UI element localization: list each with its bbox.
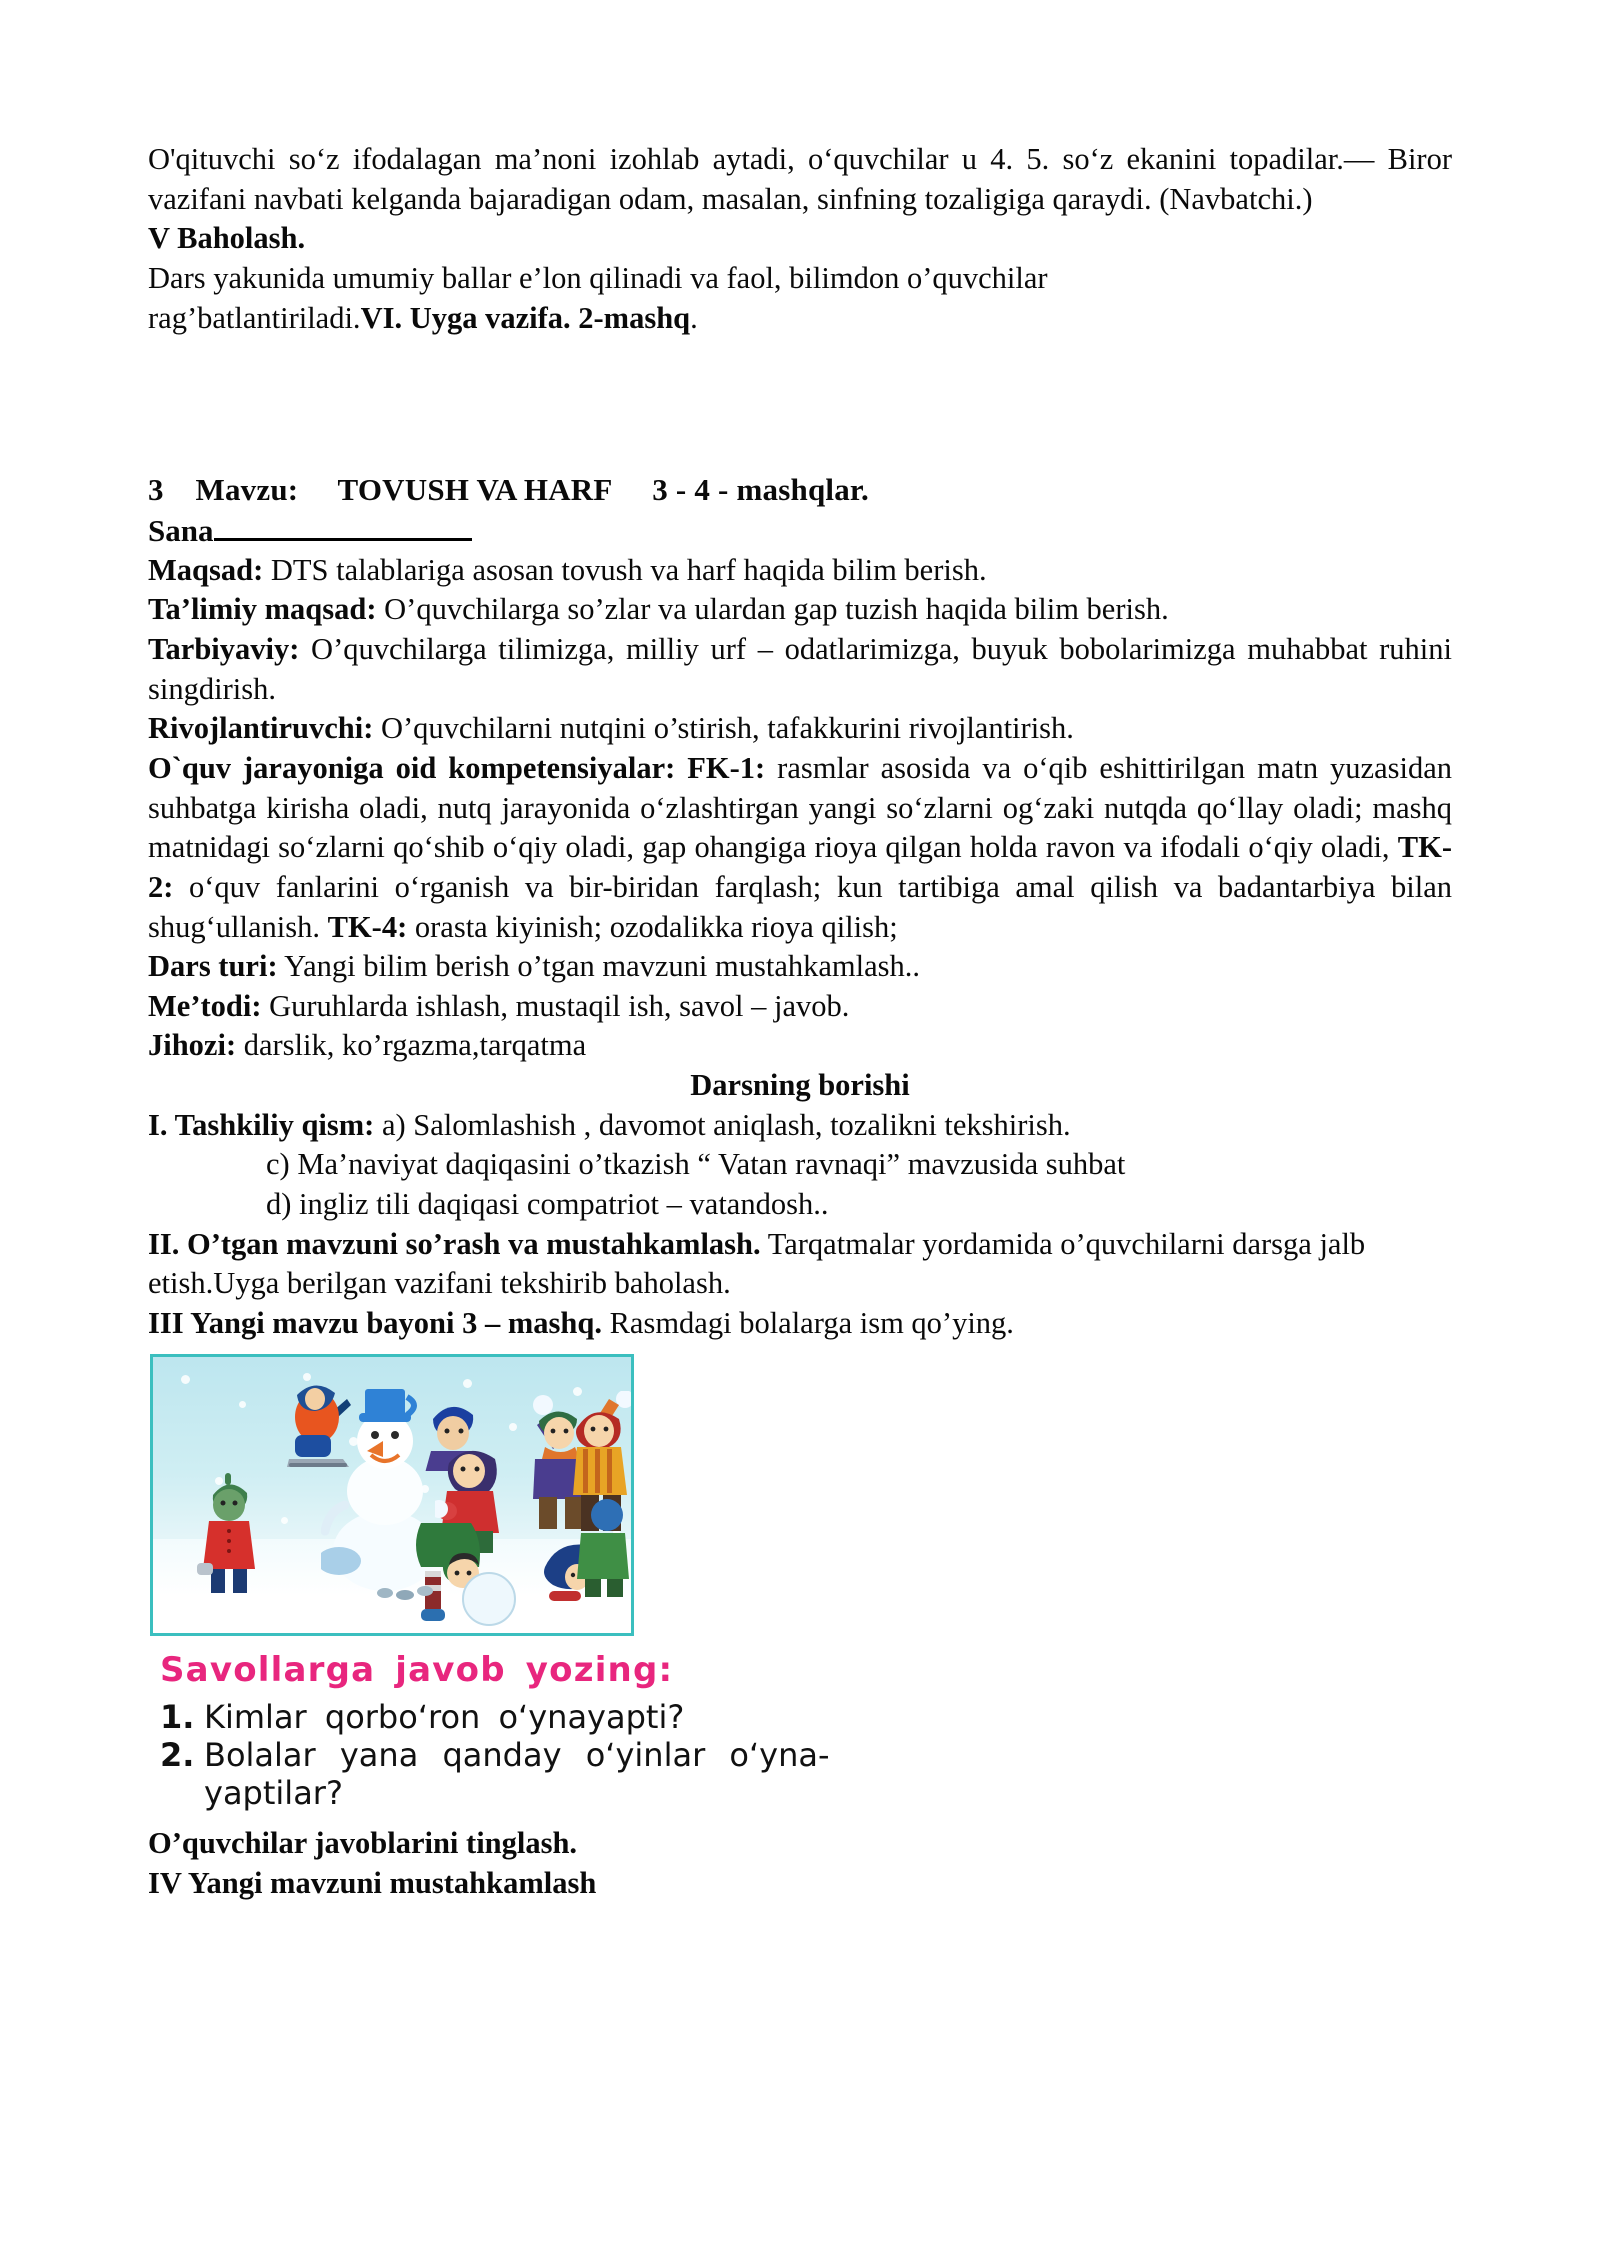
child-in-red-coat	[191, 1469, 267, 1597]
snow-clumps	[375, 1581, 439, 1603]
snowflake-icon	[463, 1379, 472, 1388]
question-text: Kimlar qorbo‘ron o‘ynayapti?	[204, 1697, 685, 1736]
metodi-text: Guruhlarda ishlash, mustaqil ish, savol – javob.	[261, 988, 850, 1023]
dars-turi-line	[148, 947, 1452, 987]
winter-scene-illustration	[150, 1354, 634, 1636]
snowflake-icon	[239, 1401, 246, 1408]
document-content	[148, 140, 1452, 1903]
talimiy-text: O’quvchilarga so’zlar va ulardan gap tuzish haqida bilim berish.	[376, 592, 1169, 627]
baholash-line-1: Dars yakunida umumiy ballar e’lon qilinadi va faol, bilimdon o’quvchilar	[148, 260, 1048, 295]
baholash-line-2	[148, 299, 1452, 339]
snowflake-icon	[509, 1423, 517, 1431]
document-footer	[148, 1823, 1452, 1904]
jihozi-label: Jihozi:	[148, 1028, 237, 1063]
fk1-text: rasmlar asosida va o‘qib eshittirilgan matn yuzasidan suhbatga kirisha oladi, nutq jarayonida o‘zlashtirgan yangi so‘zlarni og‘zaki nutqda qo‘llay oladi; mashq matnidagi so‘zlarni qo‘shib o‘qiy oladi, gap ohangiga rioya qilgan holda ravon va ifodali o‘qiy oladi,	[148, 751, 1452, 865]
tk4-text: orasta kiyinish; ozodalikka rioya qilish;	[407, 909, 898, 944]
part3-line	[148, 1304, 1452, 1344]
baholash-line-2-end: .	[690, 300, 698, 335]
maqsad-line	[148, 551, 1452, 591]
part2-paragraph	[148, 1225, 1452, 1304]
sana-label: Sana	[148, 512, 214, 548]
question-text: Bolalar yana qanday o‘yinlar o‘yna-	[204, 1736, 830, 1774]
part1-item-d: d) ingliz tili daqiqasi compatriot – vatandosh..	[266, 1187, 829, 1222]
talimiy-line	[148, 590, 1452, 630]
darsning-borishi-text: Darsning borishi	[690, 1068, 910, 1103]
uyga-vazifa-bold: VI. Uyga vazifa. 2-mashq	[360, 300, 691, 335]
talimiy-label: Ta’limiy maqsad:	[148, 592, 377, 627]
sana-blank-rule[interactable]	[214, 514, 472, 540]
part2-label: II. O’tgan mavzuni so’rash va mustahkamlash.	[148, 1226, 761, 1261]
rivojlantiruvchi-line	[148, 709, 1452, 749]
tarbiyaviy-text: O’quvchilarga tilimizga, milliy urf – odatlarimizga, buyuk bobolarimizga muhabbat ruhini singdirish.	[148, 632, 1452, 706]
snowflake-icon	[181, 1375, 190, 1384]
maqsad-label: Maqsad:	[148, 552, 264, 587]
metodi-label: Me’todi:	[148, 988, 262, 1023]
exercise-pink-heading: Savollarga javob yozing:	[160, 1649, 674, 1690]
mavzu-label: Mavzu:	[195, 472, 299, 508]
rivojlantiruvchi-label: Rivojlantiruvchi:	[148, 711, 374, 746]
mavzu-exercises: 3 - 4 - mashqlar.	[652, 472, 869, 508]
part3-text: Rasmdagi bolalarga ism qo’ying.	[601, 1305, 1014, 1340]
tk2-text: o‘quv fanlarini o‘rganish va bir-biridan farqlash; kun tartibiga amal qilish va badantarbiya bilan shug‘ullanish.	[148, 869, 1452, 944]
section-spacer	[148, 338, 1452, 470]
child-rolling-snowball	[403, 1505, 519, 1627]
part3-label: III Yangi mavzu bayoni 3 – mashq.	[148, 1305, 602, 1340]
dars-turi-label: Dars turi:	[148, 949, 278, 984]
darsning-borishi-heading	[148, 1066, 1452, 1106]
jihozi-text: darslik, ko’rgazma,tarqatma	[236, 1028, 587, 1063]
baholash-heading	[148, 219, 1452, 259]
footer-line-2: IV Yangi mavzuni mustahkamlash	[148, 1866, 597, 1901]
part1-label: I. Tashkiliy qism:	[148, 1107, 375, 1142]
part1-text: a) Salomlashish , davomot aniqlash, tozalikni tekshirish.	[374, 1107, 1071, 1142]
dars-turi-text: Yangi bilim berish o’tgan mavzuni mustahkamlash..	[277, 949, 921, 984]
kompetensiya-paragraph	[148, 749, 1452, 947]
mavzu-title: TOVUSH VA HARF	[337, 472, 613, 508]
part2-text: Tarqatmalar yordamida o’quvchilarni darsga jalb etish.Uyga berilgan vazifani tekshirib baholash.	[148, 1226, 1366, 1301]
part1-item-c: c) Ma’naviyat daqiqasini o’tkazish “ Vatan ravnaqi” mavzusida suhbat	[266, 1147, 1126, 1182]
tarbiyaviy-line	[148, 630, 1452, 709]
metodi-line	[148, 987, 1452, 1027]
question-number: 2.	[160, 1736, 195, 1774]
question-text-continuation: yaptilar?	[204, 1774, 343, 1813]
jihozi-line	[148, 1026, 1452, 1066]
question-item	[160, 1736, 1452, 1774]
tk2-label: TK-2:	[148, 830, 1452, 904]
snowflake-icon	[281, 1517, 288, 1524]
question-item	[160, 1698, 1452, 1736]
intro-paragraph: O'qituvchi so‘z ifodalagan ma’noni izohlab aytadi, o‘quvchilar u 4. 5. so‘z ekanini topadilar.— Biror vazifani navbati kelganda bajaradigan odam, masalan, sinfning tozaligiga qaraydi. (Navbatchi.)	[148, 142, 1452, 216]
kompetensiya-label: O`quv jarayoniga oid kompetensiyalar:	[148, 751, 676, 785]
tarbiyaviy-label: Tarbiyaviy:	[148, 632, 300, 667]
lesson-title-line	[148, 470, 1452, 510]
maqsad-text: DTS talablariga asosan tovush va harf haqida bilim berish.	[263, 552, 987, 587]
rivojlantiruvchi-text: O’quvchilarni nutqini o’stirish, tafakkurini rivojlantirish.	[373, 711, 1074, 746]
footer-line-1: O’quvchilar javoblarini tinglash.	[148, 1825, 578, 1860]
tk4-label: TK-4:	[327, 909, 408, 944]
child-in-green-pants	[577, 1497, 633, 1601]
exercise-question-list	[160, 1698, 1452, 1813]
part1-line	[148, 1106, 1452, 1146]
question-number: 1.	[160, 1697, 195, 1736]
lesson-number: 3	[148, 472, 164, 508]
baholash-line-2-normal: rag’batlantiriladi.	[148, 300, 361, 335]
baholash-heading-text: V Baholash.	[148, 221, 306, 256]
sana-line	[148, 511, 1452, 551]
fk1-label: FK-1:	[687, 751, 766, 785]
